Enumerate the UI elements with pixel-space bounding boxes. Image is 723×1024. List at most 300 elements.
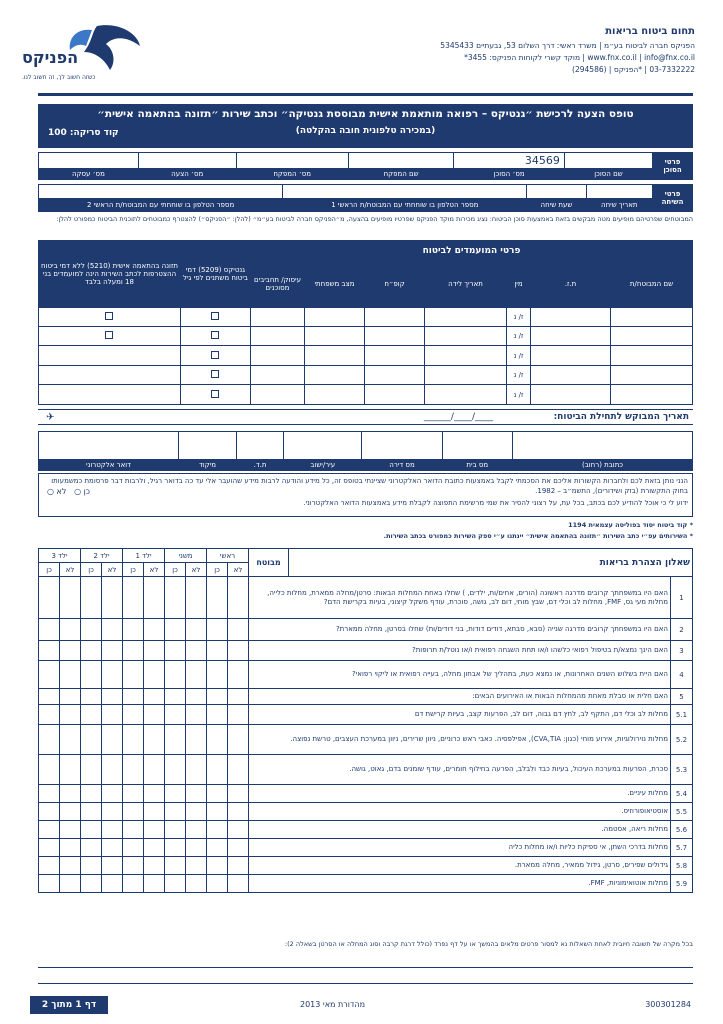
insured-cell[interactable] <box>531 385 611 405</box>
question-row <box>39 803 693 821</box>
answer-cell[interactable] <box>165 705 186 725</box>
answer-cell[interactable] <box>165 875 186 893</box>
answer-cell[interactable] <box>228 803 249 821</box>
nutrition-checkbox[interactable] <box>39 365 181 384</box>
company-line: הפניקס חברה לביטוח בע״מ | משרד ראשי: דרך השלום 53, גבעתיים 5345433 <box>440 41 695 50</box>
answer-cell[interactable] <box>81 785 102 803</box>
insured-cell[interactable] <box>425 365 507 384</box>
answer-cell[interactable] <box>186 725 207 755</box>
nutrition-checkbox[interactable] <box>39 307 181 326</box>
answer-cell[interactable] <box>165 641 186 661</box>
answer-cell[interactable] <box>228 661 249 689</box>
question-number: 5.2 <box>671 725 693 755</box>
insured-cell[interactable] <box>425 327 507 346</box>
answer-cell[interactable] <box>39 821 60 839</box>
answer-cell[interactable] <box>228 577 249 619</box>
insured-cell[interactable] <box>365 365 425 384</box>
question-row <box>39 689 693 705</box>
nutrition-checkbox[interactable] <box>39 327 181 346</box>
answer-cell[interactable] <box>207 725 228 755</box>
question-row <box>39 839 693 857</box>
yn-header-yes: כן <box>123 563 144 577</box>
answer-cell[interactable] <box>102 641 123 661</box>
insured-row <box>39 327 693 346</box>
answer-cell[interactable] <box>186 705 207 725</box>
answer-cell[interactable] <box>102 785 123 803</box>
col-supervisor-number: מס׳ המפקח <box>236 169 348 180</box>
agent-label: פרטי הסוכן <box>653 153 693 180</box>
answer-cell[interactable] <box>144 839 165 857</box>
yn-header-yes: כן <box>165 563 186 577</box>
insured-section <box>38 240 693 405</box>
details-line-2[interactable] <box>38 974 693 984</box>
answer-cell[interactable] <box>207 661 228 689</box>
insured-cell[interactable] <box>611 385 693 405</box>
intro-notice: המבוטחים שפרטיהם מופיעים מטה מבקשים בזאת באמצעות סוכן הביטוח: נציג מכירות מוקד הפניקס שפרטיו מופיעים בהצעה, מ״הפניקס חברה לביטוח בע״מ״ (להלן: ״הפניקס״) להצטרף כמבוטחים לתוכנית הביטוח כמפורט להלן: <box>56 215 693 223</box>
question-text: מחלות ריאה, אסטמה. <box>249 821 671 839</box>
insured-cell[interactable] <box>531 346 611 365</box>
answer-cell[interactable] <box>186 821 207 839</box>
nutrition-checkbox[interactable] <box>39 385 181 405</box>
answer-cell[interactable] <box>207 689 228 705</box>
question-number: 5.7 <box>671 839 693 857</box>
answer-cell[interactable] <box>60 577 81 619</box>
gender-field[interactable]: ז/ נ <box>507 346 531 365</box>
question-number: 5.3 <box>671 755 693 785</box>
answer-cell[interactable] <box>123 857 144 875</box>
consent-no-radio[interactable]: ○ <box>47 487 54 496</box>
col-street: כתובת (רחוב) <box>513 460 693 471</box>
insured-cell[interactable] <box>365 307 425 326</box>
question-text: מחלות בדרכי השתן, אי ספיקת כליות ו/או מחלות כליה <box>249 839 671 857</box>
answer-cell[interactable] <box>144 689 165 705</box>
plane-icon: ✈ <box>46 412 55 423</box>
proposal-number-field[interactable] <box>138 153 236 169</box>
answer-cell[interactable] <box>102 725 123 755</box>
question-row <box>39 755 693 785</box>
answer-cell[interactable] <box>60 661 81 689</box>
insured-cell[interactable] <box>250 307 304 326</box>
answer-cell[interactable] <box>165 839 186 857</box>
question-text: אוסטיאופורוזיס. <box>249 803 671 821</box>
genetics-checkbox[interactable] <box>180 327 250 346</box>
insured-row <box>39 346 693 365</box>
answer-cell[interactable] <box>144 875 165 893</box>
answer-cell[interactable] <box>123 689 144 705</box>
answer-cell[interactable] <box>165 785 186 803</box>
street-field[interactable] <box>513 432 693 460</box>
header-info <box>275 26 695 74</box>
answer-cell[interactable] <box>207 755 228 785</box>
person-secondary: משני <box>165 549 207 563</box>
answer-cell[interactable] <box>228 705 249 725</box>
insured-cell[interactable] <box>305 307 365 326</box>
answer-cell[interactable] <box>60 857 81 875</box>
answer-cell[interactable] <box>144 725 165 755</box>
genetics-checkbox[interactable] <box>180 346 250 365</box>
answer-cell[interactable] <box>144 661 165 689</box>
question-row <box>39 705 693 725</box>
answer-cell[interactable] <box>207 803 228 821</box>
answer-cell[interactable] <box>123 661 144 689</box>
answer-cell[interactable] <box>207 577 228 619</box>
answer-cell[interactable] <box>186 755 207 785</box>
insured-cell[interactable] <box>250 327 304 346</box>
gender-field[interactable]: ז/ נ <box>507 385 531 405</box>
answer-cell[interactable] <box>123 755 144 785</box>
po-box-field[interactable] <box>237 432 284 460</box>
answer-cell[interactable] <box>102 705 123 725</box>
answer-cell[interactable] <box>39 577 60 619</box>
health-footer-note: בכל מקרה של תשובה חיובית לאחת השאלות נא למסור פרטים מלאים בהמשך או על דף נפרד (כולל דרגת קרבה וסוג המחלה או הסרטן בשאלה 2): <box>284 940 693 948</box>
contact-line: www.fnx.co.il | info@fnx.co.il | מוקד קשרי לקוחות הפניקס: 3455* <box>464 53 695 62</box>
answer-cell[interactable] <box>81 821 102 839</box>
question-row <box>39 619 693 641</box>
answer-cell[interactable] <box>207 857 228 875</box>
answer-cell[interactable] <box>228 641 249 661</box>
insured-cell[interactable] <box>305 346 365 365</box>
answer-cell[interactable] <box>165 857 186 875</box>
question-row <box>39 857 693 875</box>
answer-cell[interactable] <box>165 577 186 619</box>
deal-number-field[interactable] <box>39 153 139 169</box>
col-apartment: מס דירה <box>362 460 442 471</box>
answer-cell[interactable] <box>39 689 60 705</box>
genetics-checkbox[interactable] <box>180 385 250 405</box>
yn-header-no: לא <box>102 563 123 577</box>
nutrition-checkbox[interactable] <box>39 346 181 365</box>
col-genetics: גנטיקס (5209) דמי ביטוח משתנים לפי גיל <box>180 241 250 308</box>
insured-cell[interactable] <box>425 346 507 365</box>
answer-cell[interactable] <box>102 661 123 689</box>
answer-cell[interactable] <box>102 619 123 641</box>
genetics-checkbox[interactable] <box>180 307 250 326</box>
answer-cell[interactable] <box>60 619 81 641</box>
logo <box>22 22 152 84</box>
answer-cell[interactable] <box>81 725 102 755</box>
insured-cell[interactable] <box>250 385 304 405</box>
answer-cell[interactable] <box>123 875 144 893</box>
yn-header-no: לא <box>228 563 249 577</box>
col-nutrition: תזונה בהתאמה אישית (5210) ללא דמי ביטוח ההצטרפות לכתב השירות הינה למועמדים בני 18 ומעלה בלבד <box>39 241 181 308</box>
col-supervisor-name: שם המפקח <box>348 169 454 180</box>
answer-cell[interactable] <box>102 875 123 893</box>
col-call-time: שעת שיחה <box>527 199 586 212</box>
answer-cell[interactable] <box>60 689 81 705</box>
answer-cell[interactable] <box>144 755 165 785</box>
answer-cell[interactable] <box>144 785 165 803</box>
answer-cell[interactable] <box>186 785 207 803</box>
answer-cell[interactable] <box>123 803 144 821</box>
answer-cell[interactable] <box>39 661 60 689</box>
answer-cell[interactable] <box>207 875 228 893</box>
answer-cell[interactable] <box>39 785 60 803</box>
answer-cell[interactable] <box>39 857 60 875</box>
apartment-field[interactable] <box>362 432 442 460</box>
answer-cell[interactable] <box>60 821 81 839</box>
answer-cell[interactable] <box>186 689 207 705</box>
answer-cell[interactable] <box>228 785 249 803</box>
answer-cell[interactable] <box>228 821 249 839</box>
answer-cell[interactable] <box>207 641 228 661</box>
note-1: * קוד ביטוח יסוד בפוליסה עצמאית 1194 <box>568 521 693 529</box>
email-field[interactable] <box>39 432 179 460</box>
answer-cell[interactable] <box>39 641 60 661</box>
insured-cell[interactable] <box>531 365 611 384</box>
answer-cell[interactable] <box>228 689 249 705</box>
answer-cell[interactable] <box>207 705 228 725</box>
phone-2-field[interactable] <box>39 185 283 199</box>
checkbox-icon[interactable] <box>105 312 113 320</box>
insured-cell[interactable] <box>425 307 507 326</box>
insured-cell[interactable] <box>365 346 425 365</box>
call-date-field[interactable] <box>586 185 653 199</box>
answer-cell[interactable] <box>144 619 165 641</box>
question-row <box>39 661 693 689</box>
col-zip: מיקוד <box>179 460 237 471</box>
address-section <box>38 431 693 471</box>
agent-name-field[interactable] <box>564 153 652 169</box>
answer-cell[interactable] <box>207 619 228 641</box>
house-number-field[interactable] <box>442 432 512 460</box>
col-birth-date: תאריך לידה <box>425 261 507 307</box>
col-proposal-number: מס׳ הצעה <box>138 169 236 180</box>
answer-cell[interactable] <box>81 641 102 661</box>
answer-cell[interactable] <box>144 705 165 725</box>
question-row <box>39 577 693 619</box>
col-agent-number: מס׳ הסוכן <box>454 169 565 180</box>
answer-cell[interactable] <box>81 803 102 821</box>
answer-cell[interactable] <box>165 619 186 641</box>
insured-cell[interactable] <box>365 327 425 346</box>
answer-cell[interactable] <box>186 857 207 875</box>
agent-number-field[interactable]: 34569 <box>454 153 565 169</box>
question-row <box>39 821 693 839</box>
edition: מהדורת מאי 2013 <box>300 1000 365 1009</box>
page-number: דף 1 מתוך 2 <box>30 996 108 1014</box>
insured-cell[interactable] <box>611 346 693 365</box>
question-row <box>39 875 693 893</box>
answer-cell[interactable] <box>228 875 249 893</box>
zip-field[interactable] <box>179 432 237 460</box>
answer-cell[interactable] <box>186 661 207 689</box>
question-text: האם היו במשפחתך קרובים מדרגה ראשונה (הורים, אחים/ות, ילדים, ) שחלו באחת המחלות הבאות: סרטן/מחלה ממארת, מחלות כלייה, מחלות מעי גס, FMF, מחלות לב וכלי דם, שבץ מוחי, דום לב, גושה, סוכרת, עודף משקל קיצוני, בעיות בקרישת הדם? <box>249 577 671 619</box>
answer-cell[interactable] <box>81 577 102 619</box>
answer-cell[interactable] <box>228 857 249 875</box>
answer-cell[interactable] <box>81 705 102 725</box>
question-row <box>39 785 693 803</box>
form-code: 300301284 <box>645 1000 691 1009</box>
answer-cell[interactable] <box>39 839 60 857</box>
checkbox-icon[interactable] <box>211 351 219 359</box>
insured-cell[interactable] <box>250 365 304 384</box>
note-2: * השירותים עפ״י כתב השירות ״תזונה בהתאמה אישית״ יינתנו ע״י ספק השירות כמפורט בכתב השירות. <box>383 532 693 540</box>
insured-cell[interactable] <box>611 327 693 346</box>
answer-cell[interactable] <box>123 641 144 661</box>
answer-cell[interactable] <box>186 803 207 821</box>
answer-cell[interactable] <box>60 641 81 661</box>
question-row <box>39 641 693 661</box>
answer-cell[interactable] <box>102 803 123 821</box>
consent-yes-radio[interactable]: ○ <box>74 487 82 496</box>
col-city: עיר/ישוב <box>284 460 362 471</box>
col-occupation: עיסוק/ תחביבים מסוכנים <box>250 261 304 307</box>
gender-field[interactable]: ז/ נ <box>507 307 531 326</box>
answer-cell[interactable] <box>81 689 102 705</box>
answer-cell[interactable] <box>228 619 249 641</box>
insured-cell[interactable] <box>531 307 611 326</box>
consent-box <box>38 473 693 517</box>
insured-row <box>39 365 693 384</box>
yn-header-yes: כן <box>207 563 228 577</box>
phone-1-field[interactable] <box>283 185 527 199</box>
answer-cell[interactable] <box>81 619 102 641</box>
answer-cell[interactable] <box>228 725 249 755</box>
insured-cell[interactable] <box>305 327 365 346</box>
answer-cell[interactable] <box>144 641 165 661</box>
insured-cell[interactable] <box>365 385 425 405</box>
answer-cell[interactable] <box>81 755 102 785</box>
checkbox-icon[interactable] <box>211 370 219 378</box>
answer-cell[interactable] <box>207 821 228 839</box>
col-deal-number: מס׳ עסקה <box>39 169 139 180</box>
insured-cell[interactable] <box>250 346 304 365</box>
answer-cell[interactable] <box>123 705 144 725</box>
answer-cell[interactable] <box>165 803 186 821</box>
answer-cell[interactable] <box>144 857 165 875</box>
consent-options <box>47 487 90 497</box>
consent-text: הנני נותן בזאת לכם ולחברות הקשורות אליכם את הסכמתי לקבל באמצעות כתובת הדואר האלקטרוני שציינתי בטופס זה, כל מידע והודעה לרבות מידע שהועבר אלי עד כה בדואר רגיל, ולרבות דבר פרסומת כמשמעותו בחוק התקשורת (בזק ושידורים), התשמ״ב – 1982. <box>51 477 688 495</box>
insured-row <box>39 385 693 405</box>
answer-cell[interactable] <box>102 839 123 857</box>
answer-cell[interactable] <box>186 875 207 893</box>
insured-cell[interactable] <box>425 385 507 405</box>
question-number: 5.6 <box>671 821 693 839</box>
question-number: 5.8 <box>671 857 693 875</box>
answer-cell[interactable] <box>102 689 123 705</box>
answer-cell[interactable] <box>39 875 60 893</box>
answer-cell[interactable] <box>165 755 186 785</box>
answer-cell[interactable] <box>228 839 249 857</box>
answer-cell[interactable] <box>186 619 207 641</box>
insured-cell[interactable] <box>305 385 365 405</box>
answer-cell[interactable] <box>60 785 81 803</box>
answer-cell[interactable] <box>123 725 144 755</box>
answer-cell[interactable] <box>165 821 186 839</box>
question-number: 2 <box>671 619 693 641</box>
answer-cell[interactable] <box>60 755 81 785</box>
question-number: 3 <box>671 641 693 661</box>
answer-cell[interactable] <box>123 839 144 857</box>
answer-cell[interactable] <box>81 875 102 893</box>
checkbox-icon[interactable] <box>211 390 219 398</box>
insured-section-title: פרטי המועמדים לביטוח <box>250 241 692 262</box>
answer-cell[interactable] <box>60 875 81 893</box>
start-date-label: תאריך המבוקש לתחילת הביטוח: <box>553 412 689 422</box>
city-field[interactable] <box>284 432 362 460</box>
col-phone-2: מספר הטלפון בו שוחחתי עם המבוטח/ת הראשי 2 <box>39 199 283 212</box>
answer-cell[interactable] <box>81 661 102 689</box>
genetics-checkbox[interactable] <box>180 365 250 384</box>
insured-cell[interactable] <box>611 365 693 384</box>
answer-cell[interactable] <box>39 705 60 725</box>
answer-cell[interactable] <box>60 803 81 821</box>
answer-cell[interactable] <box>144 577 165 619</box>
answer-cell[interactable] <box>60 725 81 755</box>
insured-cell[interactable] <box>611 307 693 326</box>
title-bar <box>38 104 693 148</box>
answer-cell[interactable] <box>123 577 144 619</box>
answer-cell[interactable] <box>102 821 123 839</box>
answer-cell[interactable] <box>207 839 228 857</box>
call-time-field[interactable] <box>527 185 586 199</box>
insured-cell[interactable] <box>531 327 611 346</box>
answer-cell[interactable] <box>39 619 60 641</box>
answer-cell[interactable] <box>81 857 102 875</box>
answer-cell[interactable] <box>165 689 186 705</box>
answer-cell[interactable] <box>39 803 60 821</box>
form-title: טופס הצעה לרכישת ״גנטיקס – רפואה מותאמת אישית מבוססת גנטיקה״ וכתב שירות ״תזונה בהתאמה אישית״ <box>97 108 634 120</box>
answer-cell[interactable] <box>102 857 123 875</box>
answer-cell[interactable] <box>102 577 123 619</box>
question-text: מחלות לב וכלי דם, התקף לב, לחץ דם גבוה, דום לב, הפרעות קצב, בעיות קרישת דם <box>249 705 671 725</box>
answer-cell[interactable] <box>207 785 228 803</box>
insured-cell[interactable] <box>305 365 365 384</box>
yn-header-no: לא <box>144 563 165 577</box>
yn-header-yes: כן <box>39 563 60 577</box>
answer-cell[interactable] <box>123 619 144 641</box>
answer-cell[interactable] <box>228 755 249 785</box>
question-text: מחלות אוטואימוניות, FMF. <box>249 875 671 893</box>
col-gender: מין <box>507 261 531 307</box>
details-line-1[interactable] <box>38 958 693 968</box>
answer-cell[interactable] <box>60 705 81 725</box>
checkbox-icon[interactable] <box>211 331 219 339</box>
answer-cell[interactable] <box>165 725 186 755</box>
answer-cell[interactable] <box>39 755 60 785</box>
supervisor-number-field[interactable] <box>236 153 348 169</box>
question-text: גידולים שפירים, סרטן, גידול ממאיר, מחלה ממארת. <box>249 857 671 875</box>
answer-cell[interactable] <box>60 839 81 857</box>
logo-tagline: כשזה חשוב לך, זה חשוב לנו. <box>22 74 96 81</box>
answer-cell[interactable] <box>165 661 186 689</box>
answer-cell[interactable] <box>144 821 165 839</box>
col-id: ת.ז. <box>531 261 611 307</box>
gender-field[interactable]: ז/ נ <box>507 365 531 384</box>
col-po-box: ת.ד. <box>237 460 284 471</box>
answer-cell[interactable] <box>144 803 165 821</box>
checkbox-icon[interactable] <box>105 331 113 339</box>
header-divider <box>38 93 693 96</box>
gender-field[interactable]: ז/ נ <box>507 327 531 346</box>
col-email: דואר אלקטרוני <box>39 460 179 471</box>
start-date-field[interactable]: ____/____/______ <box>423 412 493 422</box>
answer-cell[interactable] <box>81 839 102 857</box>
question-row <box>39 725 693 755</box>
answer-cell[interactable] <box>186 577 207 619</box>
answer-cell[interactable] <box>123 821 144 839</box>
checkbox-icon[interactable] <box>211 312 219 320</box>
answer-cell[interactable] <box>102 755 123 785</box>
answer-cell[interactable] <box>123 785 144 803</box>
division-title: תחום ביטוח בריאות <box>605 26 695 37</box>
answer-cell[interactable] <box>39 725 60 755</box>
consent-text-2: ידוע לי כי אוכל להודיע לכם בכתב, בכל עת, על רצוני להסיר את שמי מרשימת התפוצה לקבלת מידע באמצעות הדואר האלקטרוני. <box>303 499 688 507</box>
answer-cell[interactable] <box>186 641 207 661</box>
supervisor-name-field[interactable] <box>348 153 454 169</box>
answer-cell[interactable] <box>186 839 207 857</box>
form-subtitle: (במכירה טלפונית חובה בהקלטה) <box>295 126 436 136</box>
